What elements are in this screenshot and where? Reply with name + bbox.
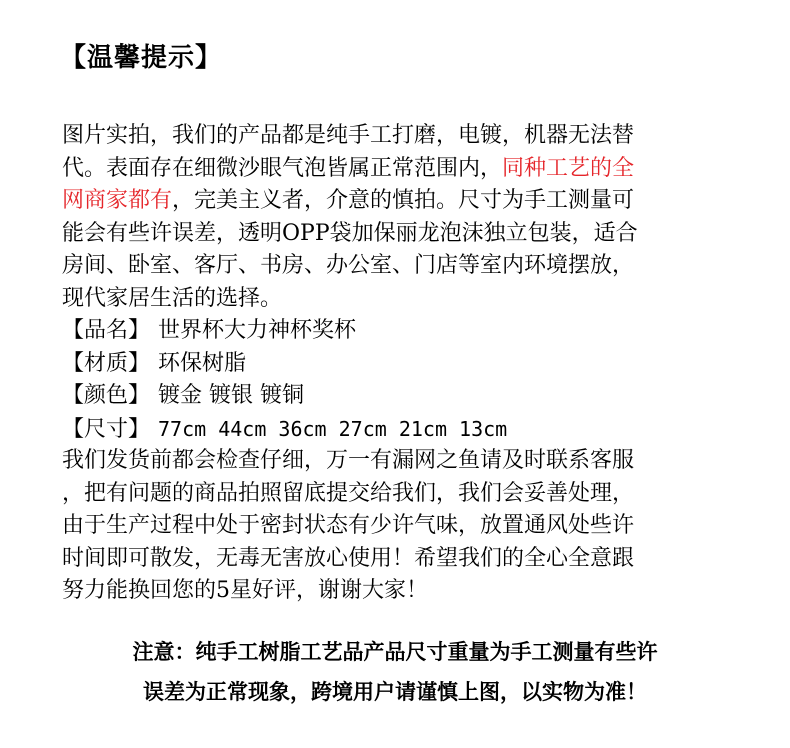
shipping-line-1: 我们发货前都会检查仔细，万一有漏网之鱼请及时联系客服 — [62, 448, 635, 473]
spec-row-material — [62, 348, 762, 381]
highlight-text-part-2: 网商家都有 — [62, 188, 173, 213]
spec-row-name — [62, 315, 762, 348]
spec-label-color: 【颜色】 — [62, 383, 151, 408]
spec-label-material: 【材质】 — [62, 350, 151, 376]
spec-value-material: 环保树脂 — [158, 350, 247, 376]
intro-line-2-text: 代。表面存在细微沙眼气泡皆属正常范围内， — [62, 155, 503, 181]
intro-line-6: 现代家居生活的选择。 — [62, 285, 283, 311]
spec-label-name: 【品名】 — [62, 318, 151, 343]
spec-value-color: 镀金 镀银 镀铜 — [158, 383, 305, 408]
shipping-line-5: 努力能换回您的5星好评，谢谢大家！ — [62, 578, 428, 603]
intro-line-5: 房间、卧室、客厅、书房、办公室、门店等室内环境摆放， — [62, 253, 635, 278]
notice-line-2: 误差为正常现象，跨境用户请谨慎上图，以实物为准！ — [143, 680, 647, 704]
intro-line-4: 能会有些许误差，透明OPP袋加保丽龙泡沫独立包装，适合 — [62, 220, 638, 246]
spec-row-size — [62, 413, 762, 446]
spec-value-name: 世界杯大力神杯奖杯 — [158, 318, 357, 343]
page-heading: 【温馨提示】 — [60, 43, 223, 73]
intro-line-3-text: ，完美主义者，介意的慎拍。尺寸为手工测量可 — [172, 188, 635, 213]
intro-line-1: 图片实拍，我们的产品都是纯手工打磨，电镀，机器无法替 — [62, 123, 635, 148]
intro-line-2 — [62, 153, 762, 186]
description-block — [62, 120, 762, 608]
shipping-line-4: 时间即可散发，无毒无害放心使用！希望我们的全心全意跟 — [62, 545, 635, 571]
spec-value-size: 77cm 44cm 36cm 27cm 21cm 13cm — [158, 416, 508, 441]
highlight-text-part-1: 同种工艺的全 — [502, 155, 635, 181]
shipping-line-2: ，把有问题的商品拍照留底提交给我们，我们会妥善处理， — [62, 480, 635, 506]
spec-row-color — [62, 380, 762, 413]
notice-line-1: 注意：纯手工树脂工艺品产品尺寸重量为手工测量有些许 — [132, 640, 658, 664]
spec-label-size: 【尺寸】 — [62, 416, 151, 442]
shipping-line-3: 由于生产过程中处于密封状态有少许气味，放置通风处些许 — [62, 513, 635, 538]
intro-line-3 — [62, 185, 762, 218]
